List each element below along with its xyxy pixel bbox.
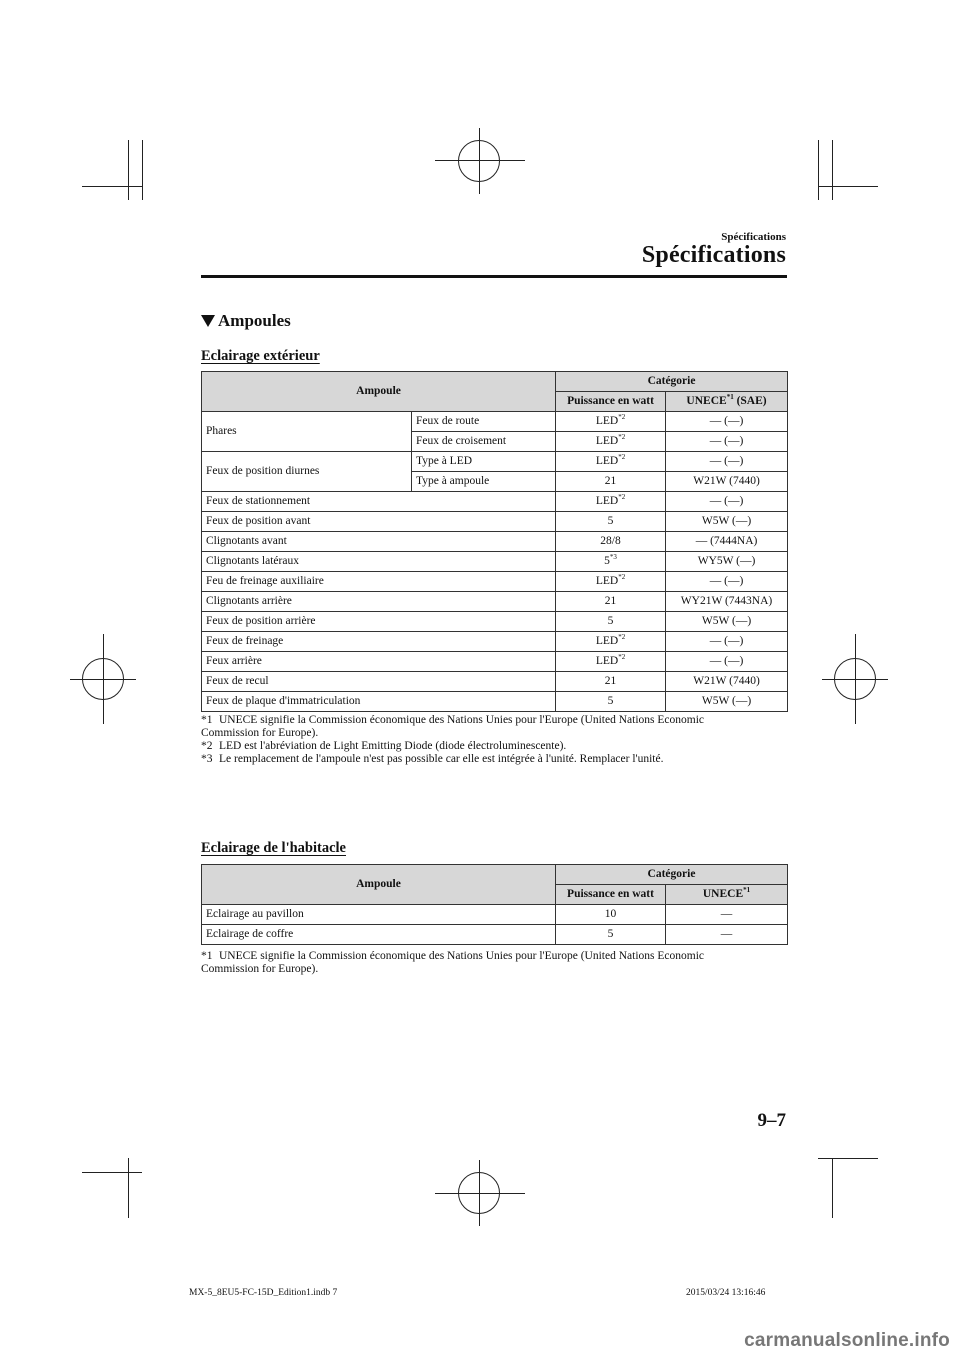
table-row <box>202 905 788 925</box>
row-name: Eclairage au pavillon <box>202 905 556 925</box>
row-watt: 21 <box>556 672 666 692</box>
row-name: Feux de position arrière <box>202 612 556 632</box>
row-unece: — (—) <box>666 432 788 452</box>
row-unece: — (—) <box>666 452 788 472</box>
page-number: 9–7 <box>757 1110 786 1131</box>
chapter-title: Spécifications <box>641 242 786 268</box>
table-row <box>202 612 788 632</box>
table-row <box>202 692 788 712</box>
row-name: Clignotants latéraux <box>202 552 556 572</box>
row-unece: WY21W (7443NA) <box>666 592 788 612</box>
row-unece: — (—) <box>666 652 788 672</box>
row-watt: 5 <box>556 925 666 945</box>
row-name: Feux de recul <box>202 672 556 692</box>
row-unece: W21W (7440) <box>666 672 788 692</box>
row-unece: — (—) <box>666 492 788 512</box>
row-watt: LED$^{*2}$ <box>556 492 666 512</box>
header-ampoule: Ampoule <box>202 865 556 905</box>
table-row <box>202 512 788 532</box>
header-unece <box>666 885 788 905</box>
footnote: *1 UNECE signifie la Commission économique des Nations Unies pour l'Europe (United Nations Economic <box>201 714 704 726</box>
row-name: Feux de position avant <box>202 512 556 532</box>
row-name: Type à LED <box>412 452 556 472</box>
row-watt: 5 <box>556 612 666 632</box>
table-row <box>202 672 788 692</box>
exterior-footnotes <box>201 714 791 766</box>
row-watt: LED$^{*2}$ <box>556 432 666 452</box>
row-watt: LED$^{*2}$ <box>556 412 666 432</box>
running-header: Spécifications <box>721 231 786 243</box>
row-unece: W21W (7440) <box>666 472 788 492</box>
row-group: Feux de position diurnes <box>202 452 412 492</box>
row-watt: 21 <box>556 592 666 612</box>
table-row <box>202 532 788 552</box>
row-unece: — <box>666 925 788 945</box>
header-unece-label: UNECE <box>686 395 727 407</box>
row-watt: LED$^{*2}$ <box>556 652 666 672</box>
footnote: *1 UNECE signifie la Commission économique des Nations Unies pour l'Europe (United Nations Economic <box>201 950 704 962</box>
row-name: Eclairage de coffre <box>202 925 556 945</box>
row-unece: W5W (—) <box>666 692 788 712</box>
header-ampoule: Ampoule <box>202 372 556 412</box>
watermark: carmanualsonline.info <box>744 1330 950 1351</box>
row-unece: — (—) <box>666 572 788 592</box>
table-row <box>202 572 788 592</box>
header-unece-footnote: *1 <box>743 886 751 894</box>
row-name: Clignotants avant <box>202 532 556 552</box>
interior-lighting-heading: Eclairage de l'habitacle <box>201 840 346 856</box>
header-puissance: Puissance en watt <box>556 392 666 412</box>
header-rule <box>201 275 787 278</box>
print-timestamp: 2015/03/24 13:16:46 <box>686 1288 766 1298</box>
row-unece: WY5W (—) <box>666 552 788 572</box>
header-unece-suffix: (SAE) <box>733 395 767 407</box>
footnote: *2 LED est l'abréviation de Light Emitting Diode (diode électroluminescente). <box>201 740 567 752</box>
interior-bulb-table <box>201 864 788 945</box>
row-watt: 21 <box>556 472 666 492</box>
exterior-lighting-heading: Eclairage extérieur <box>201 348 320 364</box>
table-row <box>202 652 788 672</box>
row-watt: LED$^{*2}$ <box>556 452 666 472</box>
row-name: Type à ampoule <box>412 472 556 492</box>
row-name: Feux arrière <box>202 652 556 672</box>
table-row <box>202 632 788 652</box>
table-row <box>202 412 788 432</box>
row-unece: W5W (—) <box>666 512 788 532</box>
footnote: *3 Le remplacement de l'ampoule n'est pas possible car elle est intégrée à l'unité. Remplacer l'unité. <box>201 753 664 765</box>
header-unece-footnote: *1 <box>726 393 734 401</box>
row-group: Phares <box>202 412 412 452</box>
row-name: Feu de freinage auxiliaire <box>202 572 556 592</box>
header-unece <box>666 392 788 412</box>
row-watt: 5 <box>556 692 666 712</box>
table-row <box>202 592 788 612</box>
row-name: Feux de route <box>412 412 556 432</box>
row-unece: W5W (—) <box>666 612 788 632</box>
table-row <box>202 925 788 945</box>
footnote-continuation: Commission for Europe). <box>201 727 319 739</box>
row-name: Feux de plaque d'immatriculation <box>202 692 556 712</box>
header-unece-label: UNECE <box>702 888 744 900</box>
table-row <box>202 492 788 512</box>
row-name: Clignotants arrière <box>202 592 556 612</box>
table-row <box>202 552 788 572</box>
header-puissance: Puissance en watt <box>556 885 666 905</box>
header-categorie: Catégorie <box>556 372 788 392</box>
row-watt: 5 <box>556 512 666 532</box>
footnote-continuation: Commission for Europe). <box>201 963 319 975</box>
interior-footnotes <box>201 950 791 976</box>
row-watt: LED$^{*2}$ <box>556 572 666 592</box>
row-name: Feux de freinage <box>202 632 556 652</box>
row-watt: LED$^{*2}$ <box>556 632 666 652</box>
row-unece: — <box>666 905 788 925</box>
row-watt: 10 <box>556 905 666 925</box>
section-title <box>201 311 291 331</box>
row-name: Feux de stationnement <box>202 492 556 512</box>
table-row <box>202 452 788 472</box>
row-unece: — (—) <box>666 412 788 432</box>
triangle-down-icon <box>201 315 215 327</box>
row-unece: — (—) <box>666 632 788 652</box>
exterior-bulb-table <box>201 371 788 712</box>
print-file-name: MX-5_8EU5-FC-15D_Edition1.indb 7 <box>189 1288 338 1298</box>
row-name: Feux de croisement <box>412 432 556 452</box>
row-unece: — (7444NA) <box>666 532 788 552</box>
row-watt: 28/8 <box>556 532 666 552</box>
row-watt: 5$^{*3}$ <box>556 552 666 572</box>
section-title-text: Ampoules <box>218 311 291 330</box>
header-categorie: Catégorie <box>556 865 788 885</box>
